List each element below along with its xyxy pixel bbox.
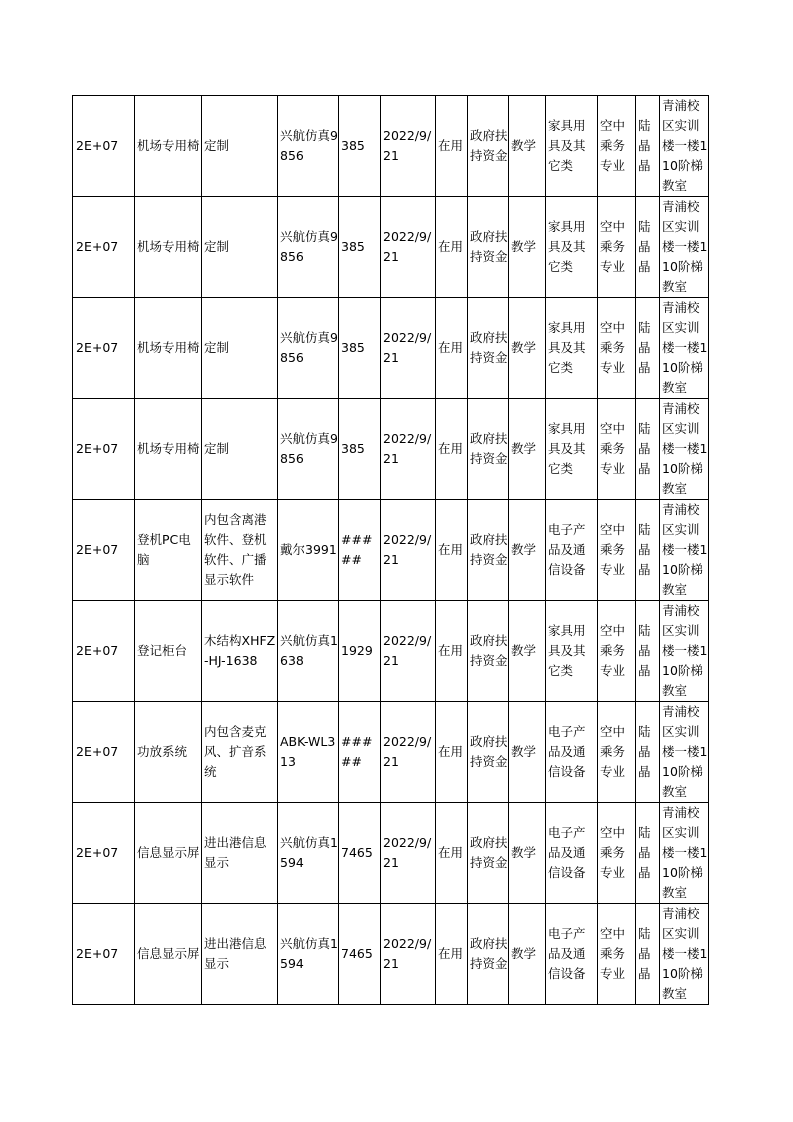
- cell-purpose: 教学: [509, 803, 546, 904]
- cell-keeper: 陆晶晶: [636, 399, 660, 500]
- cell-keeper: 陆晶晶: [636, 96, 660, 197]
- cell-name: 登记柜台: [135, 601, 202, 702]
- cell-funding: 政府扶持资金: [468, 803, 509, 904]
- cell-status: 在用: [436, 399, 468, 500]
- cell-spec: 进出港信息显示: [202, 803, 278, 904]
- cell-name: 功放系统: [135, 702, 202, 803]
- table-row: [73, 96, 709, 197]
- cell-purpose: 教学: [509, 601, 546, 702]
- cell-code: 2E+07: [73, 399, 135, 500]
- cell-status: 在用: [436, 702, 468, 803]
- cell-date: 2022/9/21: [381, 399, 436, 500]
- cell-spec: 定制: [202, 298, 278, 399]
- table-row: [73, 197, 709, 298]
- cell-category: 家具用具及其它类: [546, 96, 598, 197]
- cell-location: 青浦校区实训楼一楼110阶梯教室: [660, 601, 709, 702]
- asset-table: [72, 95, 709, 1005]
- cell-date: 2022/9/21: [381, 197, 436, 298]
- cell-location: 青浦校区实训楼一楼110阶梯教室: [660, 702, 709, 803]
- cell-keeper: 陆晶晶: [636, 702, 660, 803]
- cell-price: 385: [339, 197, 381, 298]
- cell-spec: 定制: [202, 197, 278, 298]
- cell-location: 青浦校区实训楼一楼110阶梯教室: [660, 197, 709, 298]
- cell-model: ABK-WL313: [278, 702, 339, 803]
- cell-price: 7465: [339, 904, 381, 1005]
- cell-funding: 政府扶持资金: [468, 601, 509, 702]
- cell-purpose: 教学: [509, 904, 546, 1005]
- cell-funding: 政府扶持资金: [468, 96, 509, 197]
- cell-category: 电子产品及通信设备: [546, 702, 598, 803]
- cell-date: 2022/9/21: [381, 702, 436, 803]
- cell-purpose: 教学: [509, 500, 546, 601]
- table-row: [73, 803, 709, 904]
- cell-purpose: 教学: [509, 197, 546, 298]
- table-row: [73, 702, 709, 803]
- cell-category: 家具用具及其它类: [546, 197, 598, 298]
- cell-status: 在用: [436, 904, 468, 1005]
- cell-funding: 政府扶持资金: [468, 399, 509, 500]
- cell-status: 在用: [436, 96, 468, 197]
- cell-keeper: 陆晶晶: [636, 500, 660, 601]
- cell-location: 青浦校区实训楼一楼110阶梯教室: [660, 298, 709, 399]
- cell-category: 家具用具及其它类: [546, 601, 598, 702]
- cell-keeper: 陆晶晶: [636, 298, 660, 399]
- cell-price: 1929: [339, 601, 381, 702]
- cell-name: 机场专用椅: [135, 96, 202, 197]
- cell-major: 空中乘务专业: [598, 96, 636, 197]
- cell-date: 2022/9/21: [381, 96, 436, 197]
- cell-keeper: 陆晶晶: [636, 601, 660, 702]
- cell-code: 2E+07: [73, 298, 135, 399]
- cell-code: 2E+07: [73, 500, 135, 601]
- cell-category: 家具用具及其它类: [546, 298, 598, 399]
- cell-date: 2022/9/21: [381, 298, 436, 399]
- cell-status: 在用: [436, 298, 468, 399]
- cell-location: 青浦校区实训楼一楼110阶梯教室: [660, 399, 709, 500]
- cell-date: 2022/9/21: [381, 904, 436, 1005]
- cell-date: 2022/9/21: [381, 601, 436, 702]
- cell-status: 在用: [436, 803, 468, 904]
- cell-name: 信息显示屏: [135, 803, 202, 904]
- cell-code: 2E+07: [73, 601, 135, 702]
- cell-location: 青浦校区实训楼一楼110阶梯教室: [660, 904, 709, 1005]
- cell-name: 机场专用椅: [135, 399, 202, 500]
- cell-model: 兴航仿真9856: [278, 197, 339, 298]
- cell-name: 登机PC电脑: [135, 500, 202, 601]
- cell-name: 信息显示屏: [135, 904, 202, 1005]
- cell-purpose: 教学: [509, 399, 546, 500]
- cell-model: 兴航仿真1594: [278, 904, 339, 1005]
- cell-price: #####: [339, 702, 381, 803]
- cell-date: 2022/9/21: [381, 803, 436, 904]
- cell-spec: 定制: [202, 96, 278, 197]
- cell-name: 机场专用椅: [135, 298, 202, 399]
- cell-major: 空中乘务专业: [598, 803, 636, 904]
- cell-spec: 进出港信息显示: [202, 904, 278, 1005]
- cell-model: 兴航仿真9856: [278, 399, 339, 500]
- cell-keeper: 陆晶晶: [636, 803, 660, 904]
- cell-major: 空中乘务专业: [598, 601, 636, 702]
- cell-code: 2E+07: [73, 197, 135, 298]
- cell-funding: 政府扶持资金: [468, 702, 509, 803]
- cell-purpose: 教学: [509, 702, 546, 803]
- cell-price: 7465: [339, 803, 381, 904]
- cell-location: 青浦校区实训楼一楼110阶梯教室: [660, 96, 709, 197]
- cell-funding: 政府扶持资金: [468, 904, 509, 1005]
- cell-price: 385: [339, 298, 381, 399]
- table-body: [73, 96, 709, 1005]
- cell-model: 兴航仿真9856: [278, 298, 339, 399]
- cell-model: 兴航仿真1638: [278, 601, 339, 702]
- cell-location: 青浦校区实训楼一楼110阶梯教室: [660, 803, 709, 904]
- cell-date: 2022/9/21: [381, 500, 436, 601]
- cell-price: 385: [339, 96, 381, 197]
- cell-code: 2E+07: [73, 702, 135, 803]
- cell-price: #####: [339, 500, 381, 601]
- table-row: [73, 298, 709, 399]
- cell-model: 兴航仿真1594: [278, 803, 339, 904]
- cell-major: 空中乘务专业: [598, 500, 636, 601]
- cell-status: 在用: [436, 601, 468, 702]
- cell-code: 2E+07: [73, 904, 135, 1005]
- cell-major: 空中乘务专业: [598, 399, 636, 500]
- table-row: [73, 904, 709, 1005]
- cell-purpose: 教学: [509, 96, 546, 197]
- cell-major: 空中乘务专业: [598, 197, 636, 298]
- cell-keeper: 陆晶晶: [636, 197, 660, 298]
- cell-spec: 木结构XHFZ-HJ-1638: [202, 601, 278, 702]
- cell-funding: 政府扶持资金: [468, 500, 509, 601]
- cell-price: 385: [339, 399, 381, 500]
- cell-status: 在用: [436, 500, 468, 601]
- cell-category: 家具用具及其它类: [546, 399, 598, 500]
- table-row: [73, 500, 709, 601]
- cell-funding: 政府扶持资金: [468, 298, 509, 399]
- cell-status: 在用: [436, 197, 468, 298]
- cell-code: 2E+07: [73, 803, 135, 904]
- cell-major: 空中乘务专业: [598, 298, 636, 399]
- cell-category: 电子产品及通信设备: [546, 803, 598, 904]
- cell-funding: 政府扶持资金: [468, 197, 509, 298]
- cell-model: 兴航仿真9856: [278, 96, 339, 197]
- cell-spec: 内包含离港软件、登机软件、广播显示软件: [202, 500, 278, 601]
- cell-location: 青浦校区实训楼一楼110阶梯教室: [660, 500, 709, 601]
- cell-spec: 内包含麦克风、扩音系统: [202, 702, 278, 803]
- cell-keeper: 陆晶晶: [636, 904, 660, 1005]
- cell-major: 空中乘务专业: [598, 904, 636, 1005]
- cell-category: 电子产品及通信设备: [546, 500, 598, 601]
- cell-model: 戴尔3991: [278, 500, 339, 601]
- cell-spec: 定制: [202, 399, 278, 500]
- cell-category: 电子产品及通信设备: [546, 904, 598, 1005]
- cell-code: 2E+07: [73, 96, 135, 197]
- table-row: [73, 399, 709, 500]
- cell-name: 机场专用椅: [135, 197, 202, 298]
- cell-major: 空中乘务专业: [598, 702, 636, 803]
- table-row: [73, 601, 709, 702]
- cell-purpose: 教学: [509, 298, 546, 399]
